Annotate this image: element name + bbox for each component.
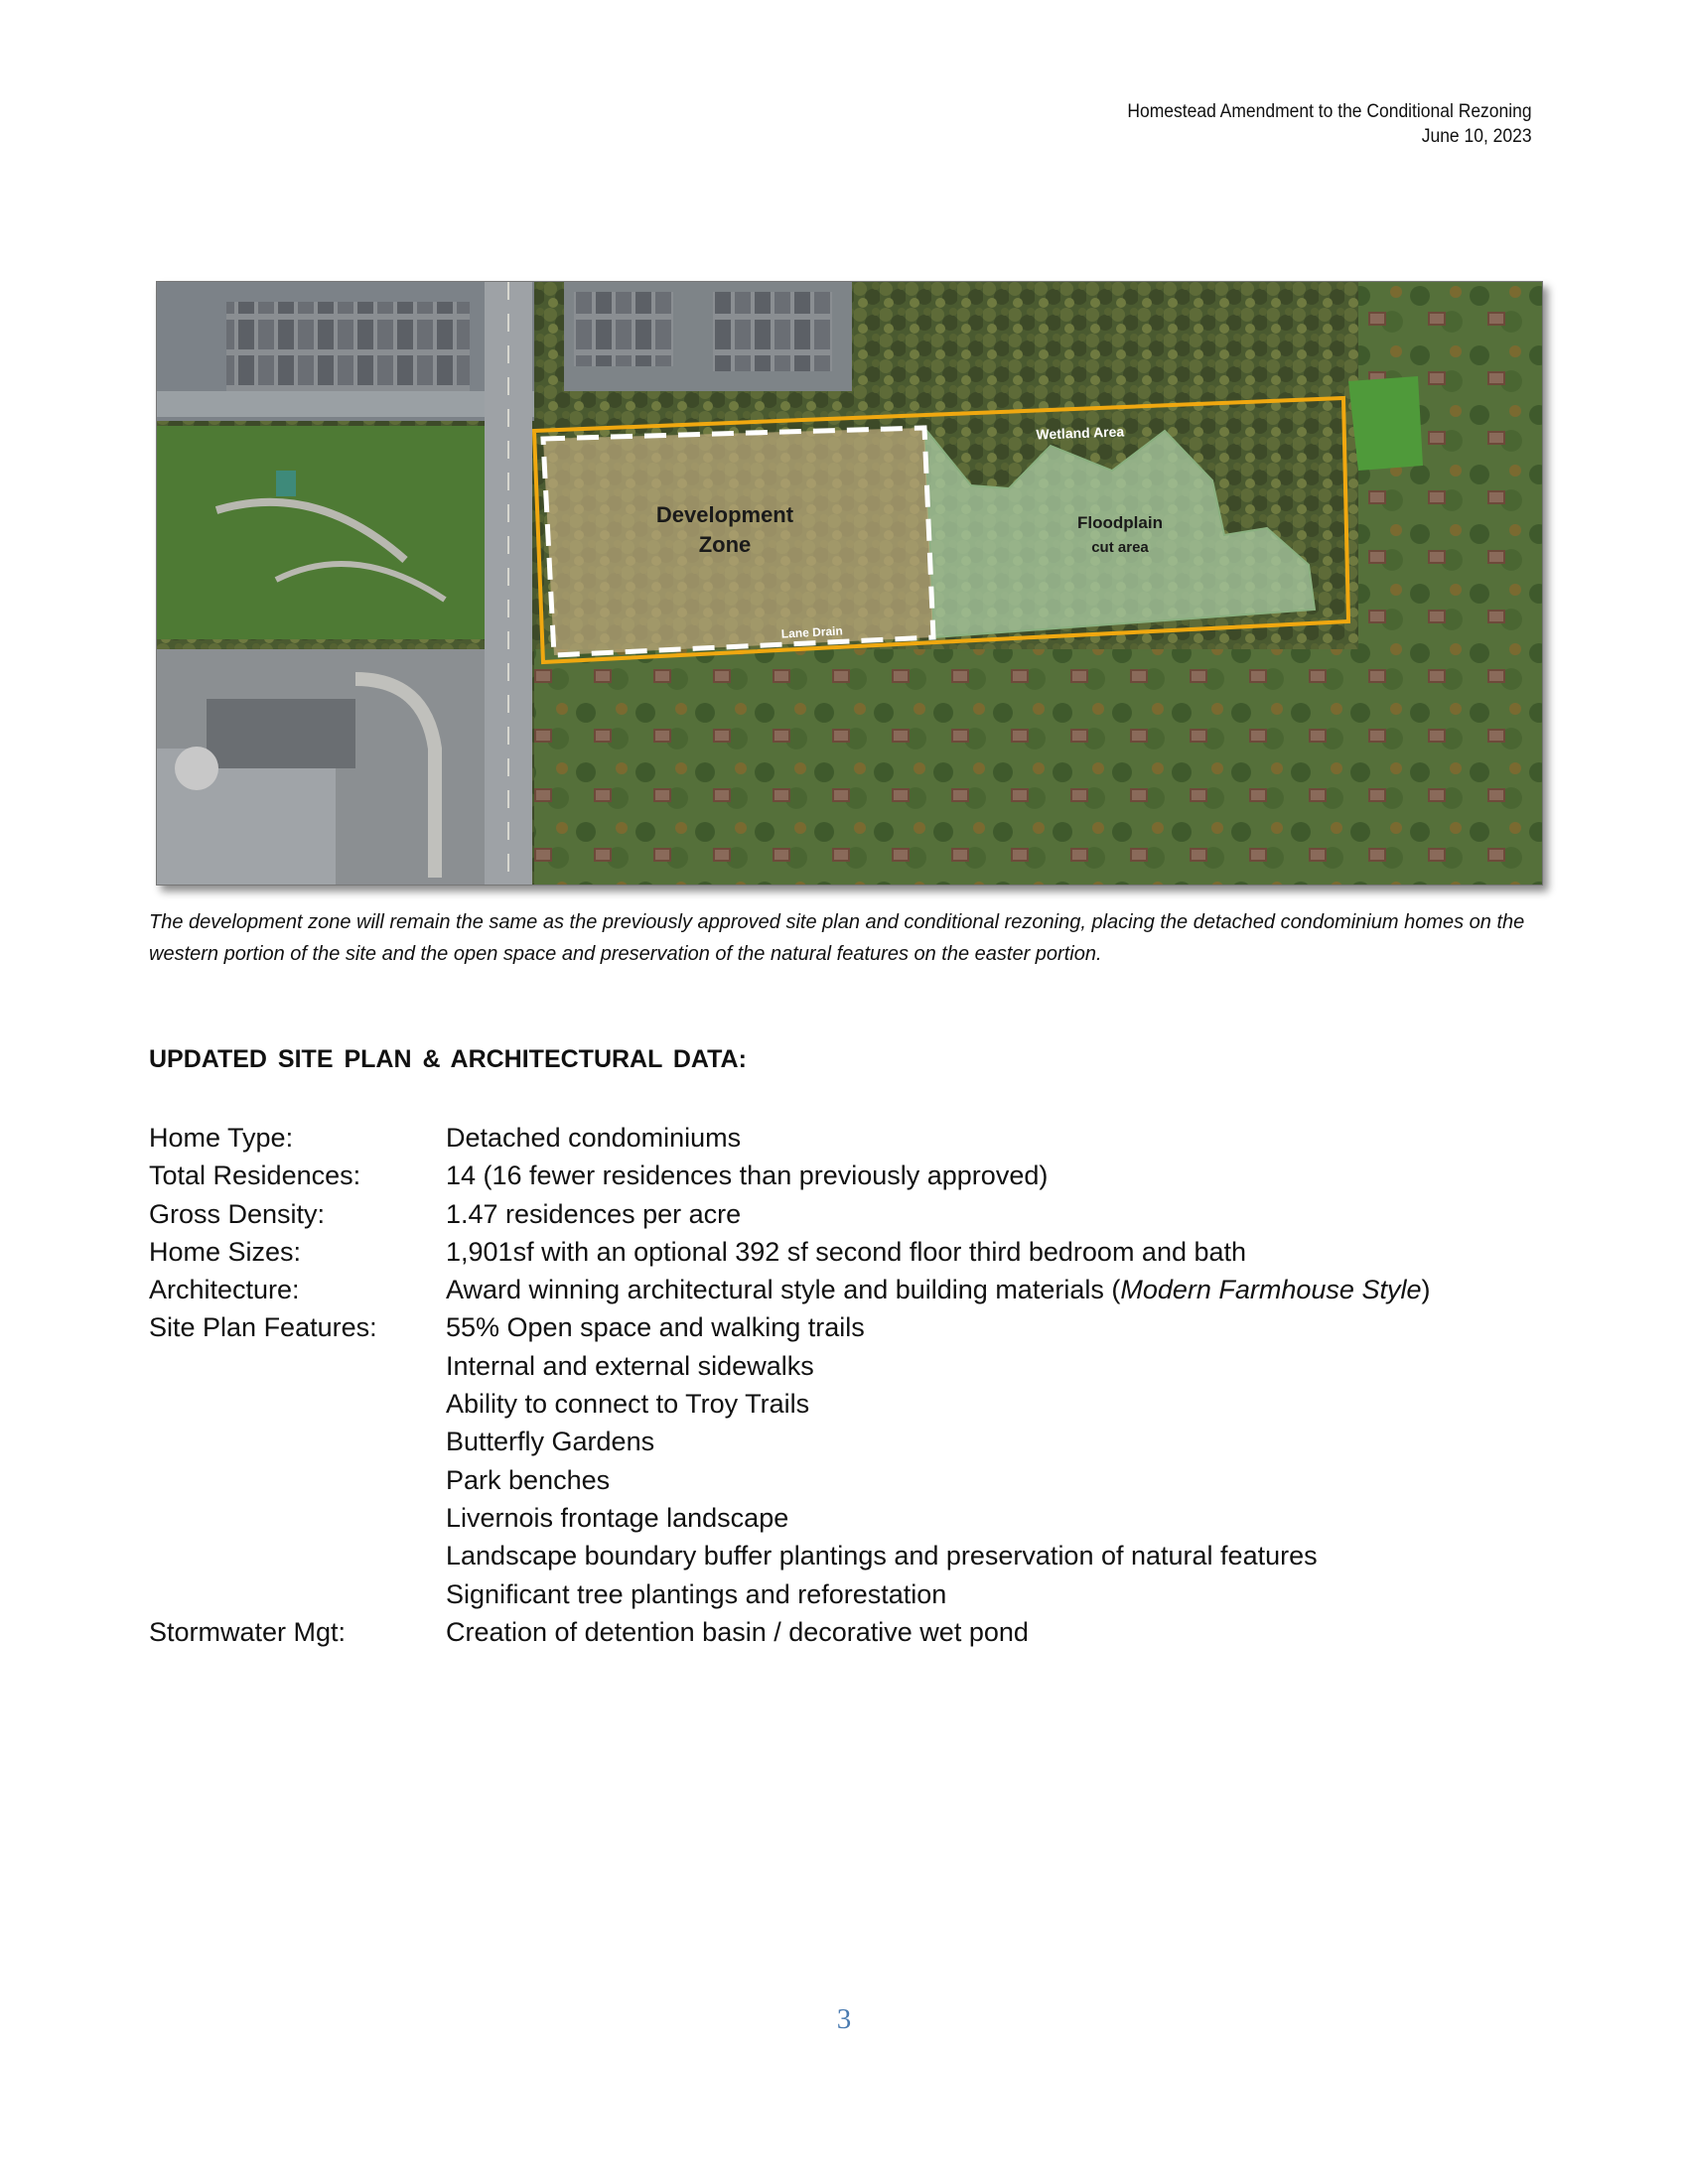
header-date: June 10, 2023	[1422, 126, 1532, 147]
row-label: Gross Density:	[149, 1198, 326, 1229]
architecture-value-text: Award winning architectural style and building materials (	[446, 1275, 1121, 1305]
row-value: 1.47 residences per acre	[446, 1198, 742, 1229]
data-row	[149, 1308, 1430, 1346]
floodplain-label-2: cut area	[1091, 539, 1149, 556]
data-row	[149, 1157, 1430, 1194]
wetland-area-label: Wetland Area	[1036, 423, 1125, 443]
page-number: 3	[836, 2003, 852, 2035]
row-value: 1,901sf with an optional 392 sf second floor third bedroom and bath	[446, 1236, 1247, 1267]
section-title: UPDATED SITE PLAN & ARCHITECTURAL DATA:	[149, 1045, 747, 1073]
row-label	[149, 1385, 446, 1423]
data-row	[149, 1613, 1430, 1651]
row-label: Home Sizes:	[149, 1236, 302, 1267]
map-caption: The development zone will remain the same as the previously approved site plan and conditional rezoning, placing the detached condominium homes on the western portion of the site and the open space and preservation of the natural features on the easter portion.	[149, 911, 1525, 965]
architecture-value-close: )	[1421, 1275, 1431, 1305]
row-label	[149, 1423, 446, 1460]
row-value: Butterfly Gardens	[446, 1427, 655, 1457]
row-value: 55% Open space and walking trails	[446, 1312, 865, 1343]
row-value: Park benches	[446, 1464, 611, 1495]
data-row	[149, 1575, 1430, 1613]
row-label	[149, 1537, 446, 1574]
row-value: Livernois frontage landscape	[446, 1502, 789, 1533]
row-label	[149, 1347, 446, 1385]
row-value: Significant tree plantings and reforestation	[446, 1578, 947, 1609]
floodplain-label: Floodplain	[1077, 513, 1163, 532]
data-row	[149, 1537, 1430, 1574]
data-row	[149, 1461, 1430, 1499]
data-row	[149, 1119, 1430, 1157]
row-value: Ability to connect to Troy Trails	[446, 1389, 810, 1420]
page-header	[1128, 99, 1532, 149]
row-label: Architecture:	[149, 1275, 300, 1305]
data-row	[149, 1347, 1430, 1385]
data-row	[149, 1233, 1430, 1271]
architecture-style-name: Modern Farmhouse Style	[1120, 1275, 1422, 1305]
row-value: Creation of detention basin / decorative wet pond	[446, 1616, 1029, 1647]
row-value: Landscape boundary buffer plantings and preservation of natural features	[446, 1541, 1318, 1571]
row-label: Site Plan Features:	[149, 1312, 377, 1343]
lane-drain-label: Lane Drain	[780, 623, 844, 641]
row-value: 14 (16 fewer residences than previously approved)	[446, 1160, 1049, 1191]
data-row	[149, 1195, 1430, 1233]
row-label	[149, 1499, 446, 1537]
data-row	[149, 1499, 1430, 1537]
aerial-site-map	[156, 281, 1543, 886]
site-data-table	[149, 1119, 1430, 1651]
row-value: Internal and external sidewalks	[446, 1350, 814, 1381]
row-label: Home Type:	[149, 1123, 294, 1153]
row-label	[149, 1575, 446, 1613]
row-value: Detached condominiums	[446, 1123, 742, 1153]
data-row	[149, 1385, 1430, 1423]
development-zone-label: Development	[655, 502, 794, 527]
row-label: Stormwater Mgt:	[149, 1616, 347, 1647]
row-label: Total Residences:	[149, 1160, 361, 1191]
data-row	[149, 1423, 1430, 1460]
row-value	[446, 1271, 1430, 1308]
header-title: Homestead Amendment to the Conditional Rezoning	[1127, 101, 1532, 122]
row-label	[149, 1461, 446, 1499]
data-row	[149, 1271, 1430, 1308]
development-zone-label-2: Zone	[698, 532, 752, 557]
